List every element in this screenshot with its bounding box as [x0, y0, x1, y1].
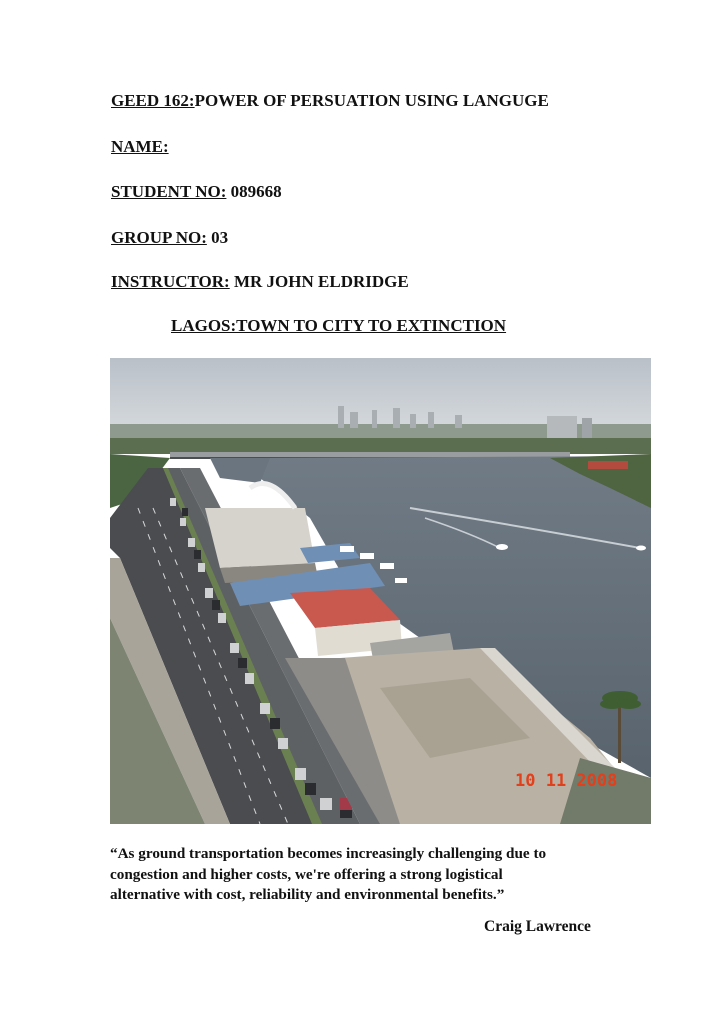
- name-label: NAME:: [111, 137, 169, 156]
- group-no-value: 03: [211, 228, 229, 247]
- quote-line-1: “As ground transportation becomes increasingly challenging due to: [110, 845, 547, 862]
- name-line: [111, 137, 169, 157]
- photo-date-stamp: 10 11 2008: [515, 771, 618, 791]
- quote-author: Craig Lawrence: [484, 918, 591, 935]
- epigraph-quote: [110, 844, 630, 906]
- essay-title: LAGOS:TOWN TO CITY TO EXTINCTION: [171, 316, 507, 335]
- course-title: POWER OF PERSUATION USING LANGUGE: [194, 91, 549, 110]
- instructor-label: INSTRUCTOR:: [111, 272, 230, 291]
- course-code: GEED 162:: [111, 91, 195, 110]
- student-no-value: 089668: [230, 182, 282, 201]
- instructor-value: MR JOHN ELDRIDGE: [233, 272, 409, 291]
- student-no-line: [111, 182, 282, 202]
- instructor-line: [111, 272, 409, 292]
- group-no-line: [111, 228, 228, 248]
- student-no-label: STUDENT NO:: [111, 182, 227, 201]
- lagos-aerial-photo: [110, 358, 651, 824]
- course-line: [111, 91, 549, 111]
- quote-line-3: alternative with cost, reliability and environmental benefits.”: [110, 886, 505, 903]
- quote-line-2: congestion and higher costs, we're offering a strong logistical: [110, 865, 503, 883]
- group-no-label: GROUP NO:: [111, 228, 207, 247]
